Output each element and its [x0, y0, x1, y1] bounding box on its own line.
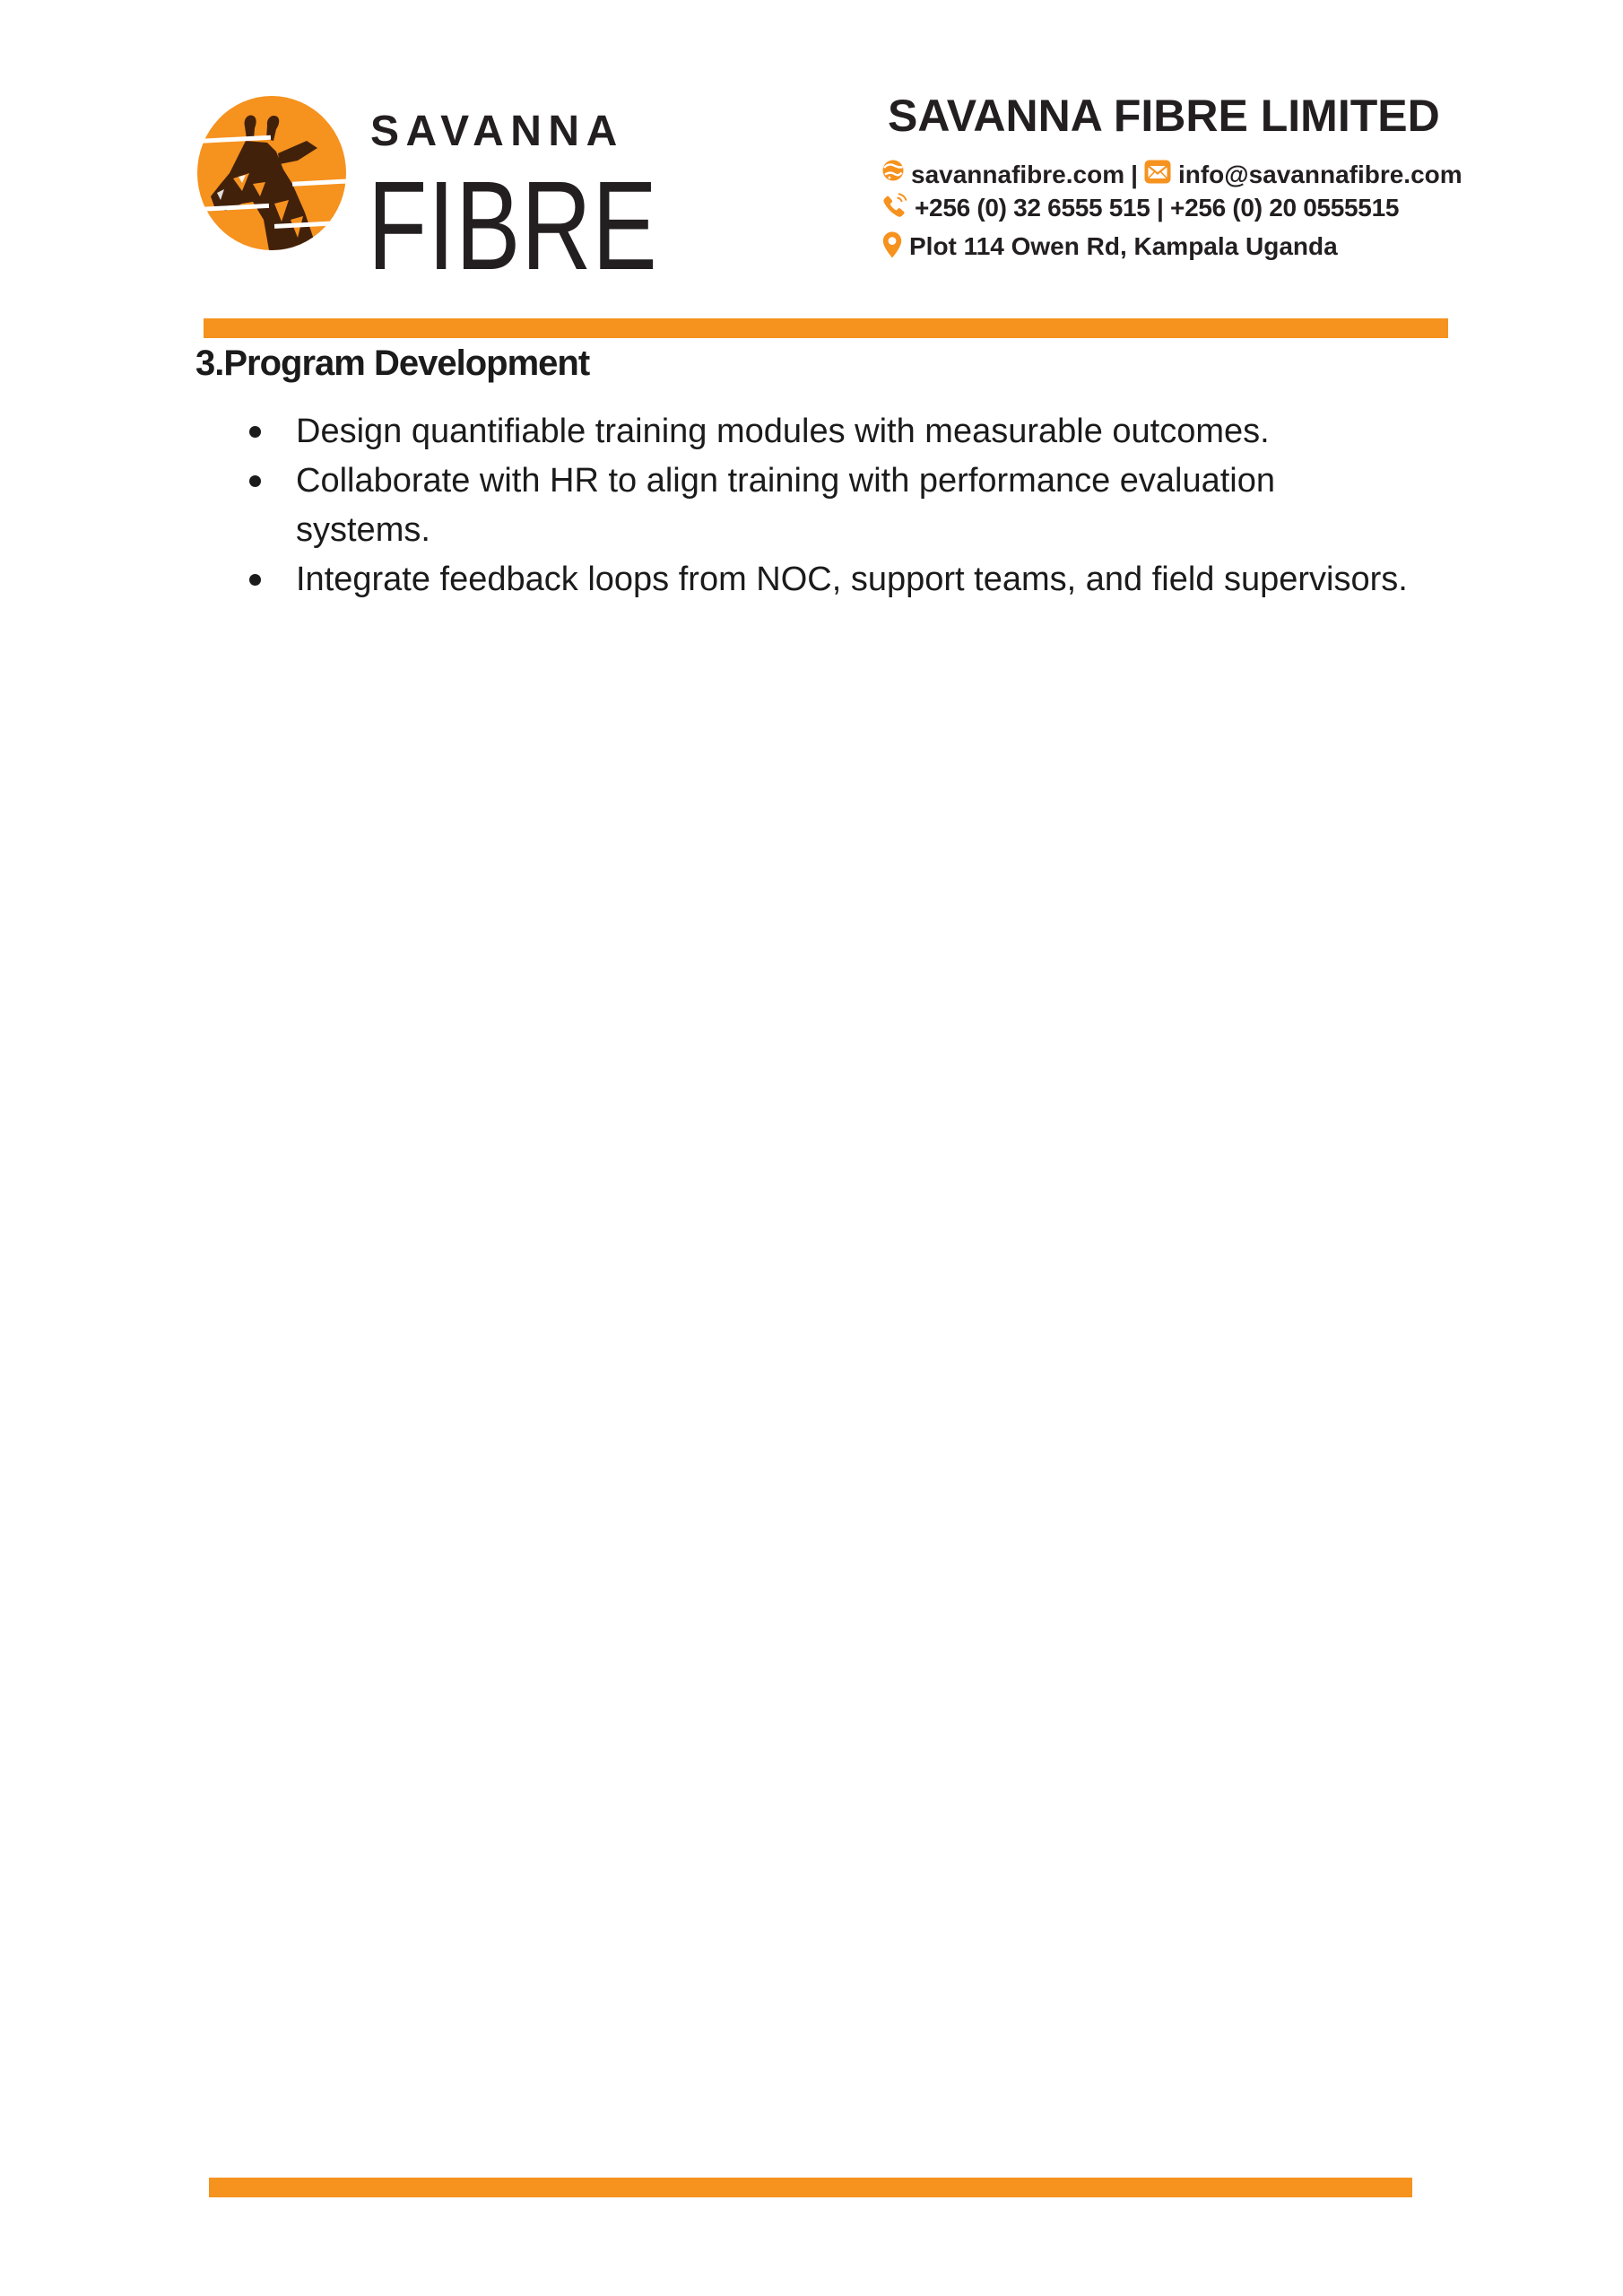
header-divider-bar [204, 318, 1448, 338]
email-text: info@savannafibre.com [1177, 161, 1462, 188]
globe-icon [882, 160, 904, 186]
bullet-marker [249, 574, 261, 586]
company-name: SAVANNA FIBRE LIMITED [888, 91, 1440, 141]
list-item [249, 407, 1408, 457]
address-line [882, 231, 1338, 263]
logo-wordmark-fibre: FIBRE [368, 154, 658, 296]
list-item [249, 555, 1408, 604]
phone-numbers-text: +256 (0) 32 6555 515 | +256 (0) 20 0555515 [915, 194, 1400, 222]
company-logo [197, 96, 346, 250]
giraffe-icon [197, 96, 346, 250]
bullet-text: Integrate feedback loops from NOC, support teams, and field supervisors. [296, 561, 1408, 598]
bullet-marker [249, 475, 261, 487]
address-text: Plot 114 Owen Rd, Kampala Uganda [909, 232, 1338, 260]
bullet-text: Collaborate with HR to align training with performance evaluation [296, 462, 1276, 500]
separator: | [1131, 161, 1138, 188]
bullet-text: systems. [296, 511, 430, 549]
website-email-line [882, 160, 1462, 188]
envelope-icon [1144, 160, 1171, 188]
section-heading: 3.Program Development [195, 344, 590, 383]
location-pin-icon [882, 231, 902, 263]
website-text: savannafibre.com [911, 161, 1125, 188]
phone-icon [882, 193, 907, 222]
bullet-marker [249, 426, 261, 438]
list-item [249, 457, 1408, 555]
logo-wordmark-savanna: SAVANNA [370, 108, 624, 155]
bullet-list [249, 407, 1408, 604]
bullet-text: Design quantifiable training modules with measurable outcomes. [296, 413, 1270, 450]
phone-line [882, 193, 1399, 222]
footer-divider-bar [209, 2178, 1412, 2197]
